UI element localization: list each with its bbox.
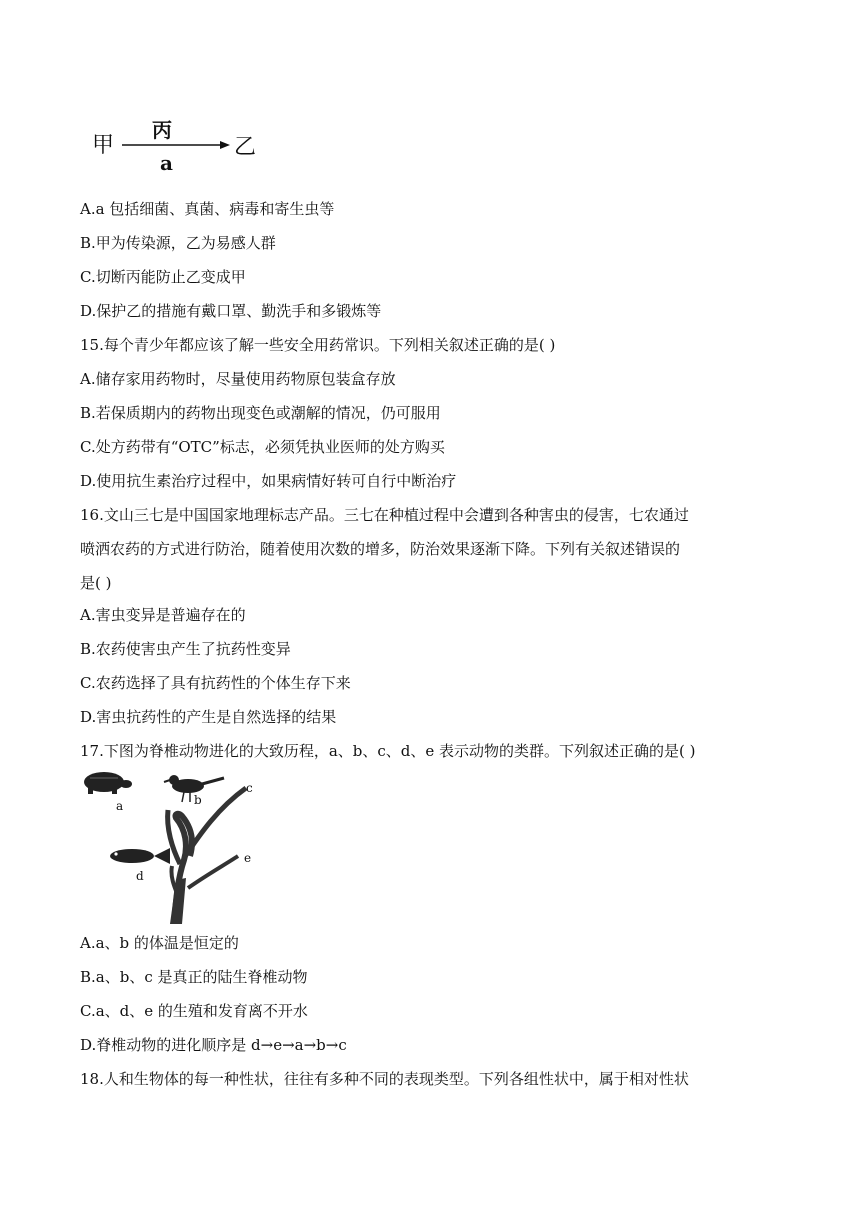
turtle-icon [84, 772, 132, 794]
infection-flow-diagram [90, 112, 270, 178]
diagram-label-jia: 甲 [92, 133, 115, 158]
q16-option-d: D.害虫抗药性的产生是自然选择的结果 [80, 708, 337, 726]
diagram-label-a: a [160, 151, 173, 175]
fish-icon [110, 848, 170, 864]
tree-label-d: d [136, 869, 144, 883]
q15-stem: 15.每个青少年都应该了解一些安全用药常识。下列相关叙述正确的是( ) [80, 336, 556, 354]
q14-option-c: C.切断丙能防止乙变成甲 [80, 268, 246, 286]
vertebrate-evolution-tree [78, 768, 278, 924]
q16-stem-line3: 是( ) [80, 574, 112, 592]
q17-stem: 17.下图为脊椎动物进化的大致历程，a、b、c、d、e 表示动物的类群。下列叙述正确的是( ) [80, 742, 696, 760]
q14-option-b: B.甲为传染源，乙为易感人群 [80, 234, 276, 252]
tree-label-b: b [194, 793, 202, 807]
q16-stem-line2: 喷洒农药的方式进行防治，随着使用次数的增多，防治效果逐渐下降。下列有关叙述错误的 [80, 540, 681, 558]
q17-option-a: A.a、b 的体温是恒定的 [80, 934, 239, 952]
diagram-label-yi: 乙 [234, 135, 257, 160]
tree-label-a: a [116, 799, 124, 813]
tree-label-c: c [246, 781, 253, 795]
q16-option-c: C.农药选择了具有抗药性的个体生存下来 [80, 674, 351, 692]
q15-option-c: C.处方药带有“OTC”标志，必须凭执业医师的处方购买 [80, 438, 445, 456]
tree-label-e: e [244, 851, 252, 865]
q16-option-b: B.农药使害虫产生了抗药性变异 [80, 640, 291, 658]
q17-option-b: B.a、b、c 是真正的陆生脊椎动物 [80, 968, 308, 986]
q15-option-a: A.储存家用药物时，尽量使用药物原包装盒存放 [80, 370, 396, 388]
q14-option-a: A.a 包括细菌、真菌、病毒和寄生虫等 [80, 200, 335, 218]
diagram-label-bing: 丙 [152, 118, 172, 142]
q15-option-b: B.若保质期内的药物出现变色或潮解的情况，仍可服用 [80, 404, 441, 422]
q18-stem: 18.人和生物体的每一种性状，往往有多种不同的表现类型。下列各组性状中，属于相对性状 [80, 1070, 689, 1088]
q16-stem-line1: 16.文山三七是中国国家地理标志产品。三七在种植过程中会遭到各种害虫的侵害，七农通过 [80, 506, 689, 524]
q17-option-c: C.a、d、e 的生殖和发育离不开水 [80, 1002, 308, 1020]
q14-option-d: D.保护乙的措施有戴口罩、勤洗手和多锻炼等 [80, 302, 382, 320]
q16-option-a: A.害虫变异是普遍存在的 [80, 606, 246, 624]
tree-branch-e [188, 856, 238, 888]
q17-option-d: D.脊椎动物的进化顺序是 d→e→a→b→c [80, 1036, 347, 1054]
arrow-head-icon [220, 141, 230, 149]
q15-option-d: D.使用抗生素治疗过程中，如果病情好转可自行中断治疗 [80, 472, 457, 490]
